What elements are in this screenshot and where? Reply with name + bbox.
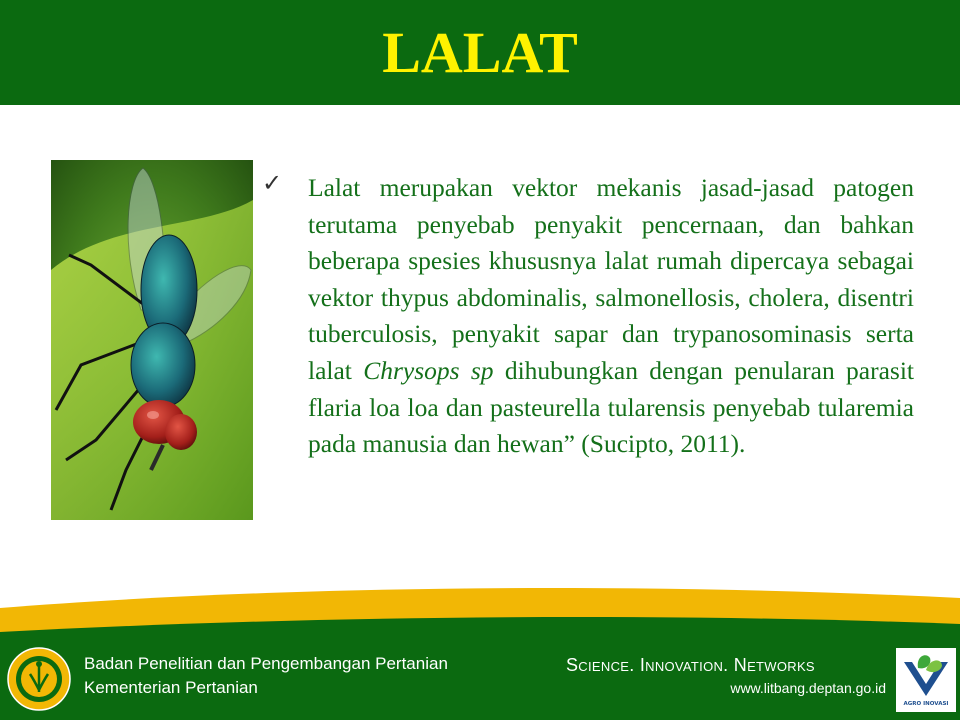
tagline: Science. Innovation. Networks [566,655,815,675]
paragraph-text-end: dihubungkan dengan penularan parasit flaria loa loa dan pasteurella tularensis penyebab tularemia pada manusia dan hewan” (Sucipto, 2011). [308,355,914,459]
species-name: Chrysops sp [363,355,494,385]
fly-photo [51,160,253,520]
logo-caption: AGRO INOVASI [903,701,949,707]
slide-title: LALAT [382,20,578,85]
agro-inovasi-mark [896,648,956,702]
ministry-name: Kementerian Pertanian [84,678,258,697]
fly-illustration [51,160,253,520]
body-paragraph [308,170,914,463]
website-url[interactable]: www.litbang.deptan.go.id [730,680,886,696]
agro-inovasi-logo-icon [896,648,956,712]
ministry-emblem-icon [6,646,72,712]
org-name: Badan Penelitian dan Pengembangan Pertanian [84,654,448,673]
paragraph-text: Lalat merupakan vektor mekanis jasad-jasad patogen terutama penyebab penyakit pencernaan, dan bahkan beberapa spesies khususnya lalat rumah dipercaya sebagai vektor thypus abdominalis, salmonellosis, cholera, disentri tuberculosis, penyakit sapar dan trypanosominasis serta lalat [308,173,914,385]
checkmark-icon: ✓ [262,169,283,197]
